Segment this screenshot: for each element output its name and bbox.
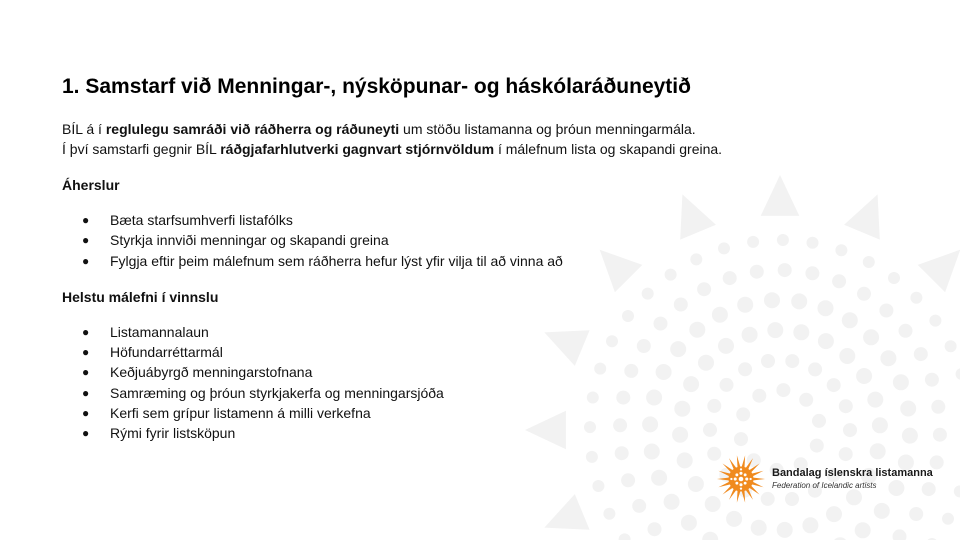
aherslur-list (62, 210, 922, 271)
malefni-list (62, 322, 922, 444)
intro-paragraph (62, 119, 922, 159)
bullet-icon: ● (82, 345, 90, 360)
logo-name: Bandalag íslenskra listamanna (772, 467, 933, 479)
list-item (62, 210, 922, 230)
list-item-text: Listamannalaun (110, 323, 209, 340)
intro-line-1 (62, 119, 922, 139)
list-item-text: Rými fyrir listsköpun (110, 425, 236, 442)
bullet-icon: ● (82, 365, 90, 380)
list-item (62, 230, 922, 250)
list-item-text: Styrkja innviði menningar og skapandi greina (110, 232, 389, 249)
list-item (62, 342, 922, 362)
intro-line-2 (62, 139, 922, 159)
bullet-icon: ● (82, 213, 90, 227)
list-item-text: Keðjuábyrgð menningarstofnana (110, 364, 313, 381)
slide-content (62, 70, 922, 444)
bullet-icon: ● (82, 233, 90, 248)
list-item (62, 362, 922, 382)
list-item (62, 322, 922, 342)
list-item-text: Höfundarréttarmál (110, 344, 223, 361)
intro-line-2-pre: Í því samstarfi gegnir BÍL (62, 141, 221, 157)
section-heading-malefni: Helstu málefni í vinnslu (62, 288, 219, 305)
section-heading-aherslur: Áherslur (62, 177, 120, 193)
bil-logo (716, 454, 933, 504)
list-item-text: Fylgja eftir þeim málefnum sem ráðherra hefur lýst yfir vilja til að vinna að (110, 252, 563, 269)
logo-subtitle: Federation of Icelandic artists (772, 481, 877, 490)
bullet-icon: ● (82, 385, 90, 400)
slide-title: 1. Samstarf við Menningar-, nýsköpunar- og háskólaráðuneytið (62, 75, 691, 98)
logo-text (772, 467, 933, 491)
bullet-icon: ● (82, 406, 90, 421)
list-item-text: Bæta starfsumhverfi listafólks (110, 212, 293, 228)
list-item (62, 423, 922, 443)
list-item-text: Samræming og þróun styrkjakerfa og menningarsjóða (110, 384, 444, 401)
intro-line-2-post: í málefnum lista og skapandi greina. (494, 141, 723, 157)
intro-line-2-bold: ráðgjafarhlutverki gagnvart stjórnvöldum (220, 141, 495, 157)
list-item-text: Kerfi sem grípur listamenn á milli verkefna (110, 405, 371, 422)
sun-burst-logo-icon (716, 454, 766, 504)
intro-line-1-bold: reglulegu samráði við ráðherra og ráðuneyti (105, 121, 400, 137)
intro-line-1-pre: BÍL á í (62, 121, 106, 137)
bullet-icon: ● (82, 324, 90, 339)
list-item (62, 251, 922, 271)
bullet-icon: ● (82, 426, 90, 441)
bullet-icon: ● (82, 253, 90, 268)
list-item (62, 403, 922, 423)
list-item (62, 383, 922, 403)
intro-line-1-post: um stöðu listamanna og þróun menningarmála. (399, 121, 696, 137)
